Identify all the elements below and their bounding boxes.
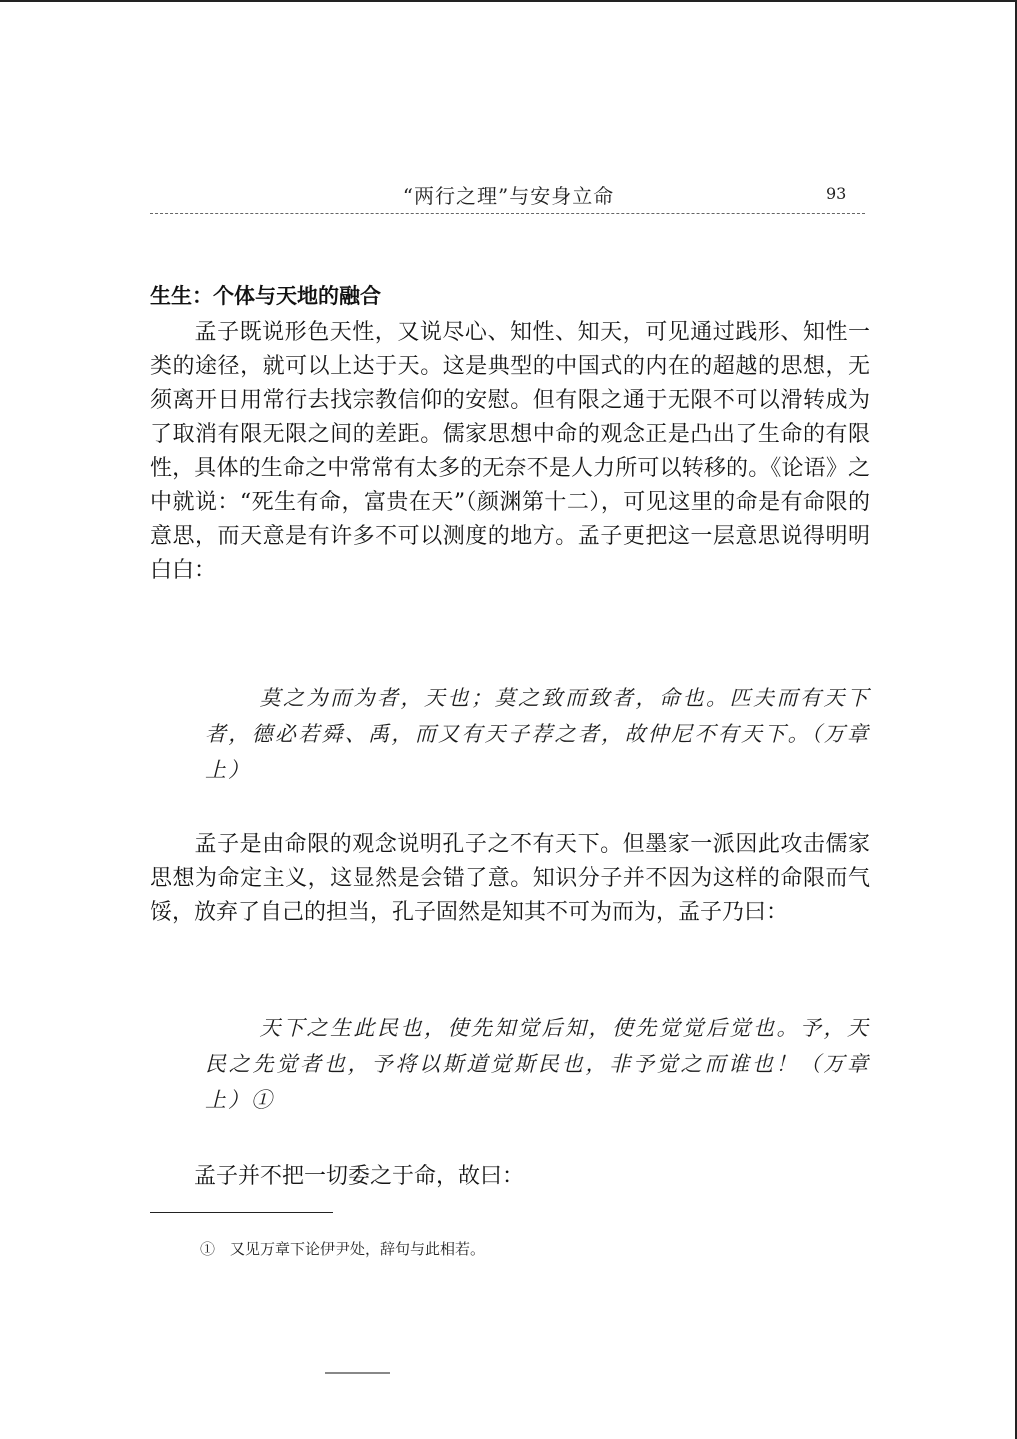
footnote: ① 又见万章下论伊尹处，辞句与此相若。 (200, 1240, 486, 1258)
quote-text: 天下之生此民也，使先知觉后知，使先觉觉后觉也。予，天民之先觉者也，予将以斯道觉斯民也，非予觉之而谁也！（万章上）① (205, 1016, 870, 1112)
header-rule (150, 213, 865, 214)
running-title: “两行之理”与安身立命 (402, 184, 615, 208)
quote-text: 莫之为而为者，天也；莫之致而致者，命也。匹夫而有天下者，德必若舜、禹，而又有天子荐之者，故仲尼不有天下。（万章上） (205, 686, 870, 782)
paragraph-2 (150, 828, 870, 930)
page-number: 93 (826, 184, 847, 203)
paragraph-3 (150, 1160, 870, 1194)
paragraph-1 (150, 316, 870, 588)
block-quote-1 (205, 680, 870, 788)
footnote-rule (150, 1212, 333, 1213)
paragraph-text: 孟子既说形色天性，又说尽心、知性、知天，可见通过践形、知性一类的途径，就可以上达于天。这是典型的中国式的内在的超越的思想，无须离开日用常行去找宗教信仰的安慰。但有限之通于无限不可以滑转成为了取消有限无限之间的差距。儒家思想中命的观念正是凸出了生命的有限性，具体的生命之中常常有太多的无奈不是人力所可以转移的。《论语》之中就说：“死生有命，富贵在天”（颜渊第十二），可见这里的命是有命限的意思，而天意是有许多不可以测度的地方。孟子更把这一层意思说得明明白白： (150, 320, 870, 583)
scan-artifact (325, 1372, 390, 1374)
block-quote-2 (205, 1010, 870, 1118)
paragraph-text: 孟子是由命限的观念说明孔子之不有天下。但墨家一派因此攻击儒家思想为命定主义，这显然是会错了意。知识分子并不因为这样的命限而气馁，放弃了自己的担当，孔子固然是知其不可为而为，孟子乃曰： (150, 832, 870, 925)
section-title: 生生：个体与天地的融合 (150, 284, 381, 308)
paragraph-text: 孟子并不把一切委之于命，故曰： (194, 1164, 525, 1189)
page-border-top (0, 0, 1017, 2)
